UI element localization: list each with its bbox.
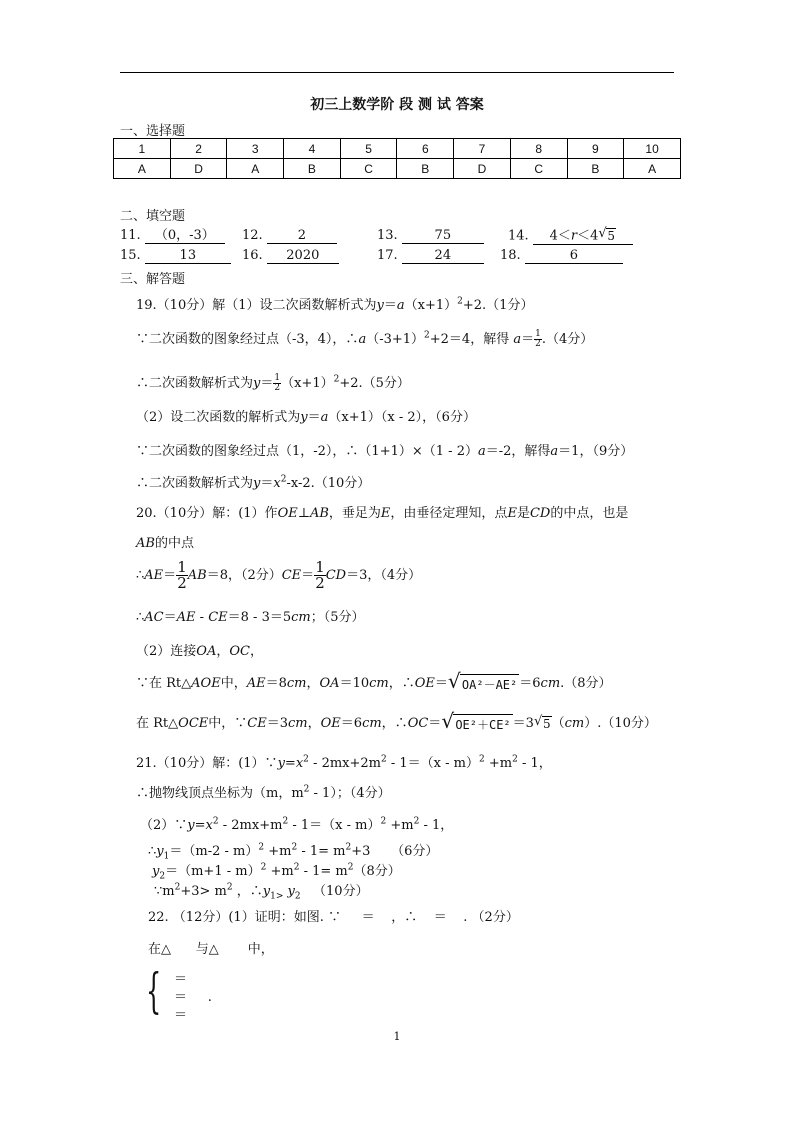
- table-cell: 9: [567, 139, 624, 159]
- table-cell: 3: [227, 139, 284, 159]
- table-cell: B: [567, 159, 624, 179]
- table-cell: A: [227, 159, 284, 179]
- q20-line-1: 20.（10分）解：(1）作OE⊥AB，垂足为E，由垂径定理知，点E是CD的中点，也是: [136, 506, 629, 521]
- table-cell: C: [510, 159, 567, 179]
- sqrt-symbol: √ OA²－AE²: [447, 669, 518, 693]
- table-cell: C: [340, 159, 397, 179]
- fill-number: 14.: [508, 228, 529, 244]
- q22-line-1: 22. （12分）(1）证明：如图. ∵ ＝ ，∴ ＝ . （2分）: [148, 910, 519, 925]
- section-fill-blank: 二、填空题: [120, 209, 186, 224]
- table-cell: A: [624, 159, 681, 179]
- table-cell: 5: [340, 139, 397, 159]
- fill-number: 12.: [242, 228, 263, 243]
- page-title: 初三上数学阶 段 测 试 答案: [310, 97, 484, 113]
- fraction: $\frac{1}{2}$: [177, 558, 187, 592]
- q20-line-5: （2）连接OA，OC，: [136, 644, 263, 659]
- q20-line-2: AB的中点: [136, 536, 194, 551]
- fill-number: 11.: [120, 228, 141, 243]
- table-row-numbers: [114, 139, 681, 159]
- table-cell: 4: [284, 139, 341, 159]
- q19-line-2: ∵二次函数的图象经过点（-3，4），$\therefore a(-3+1)^2+2=4$，解得 a＝ $\frac{1}{2}$ .（4分）: [136, 329, 594, 349]
- fill-answer: 2: [267, 228, 337, 244]
- table-cell: 6: [397, 139, 454, 159]
- fill-item-16: [242, 248, 339, 264]
- table-cell: 10: [624, 139, 681, 159]
- table-cell: 8: [510, 139, 567, 159]
- q22-eq-2: ＝ .: [174, 990, 212, 1005]
- q22-eq-3: ＝: [174, 1008, 188, 1023]
- fill-number: 15.: [120, 248, 141, 263]
- q19-line-6: ∴二次函数解析式为$y=x^2-x-2.(10$分）: [136, 474, 371, 491]
- page-number: 1: [393, 1030, 401, 1043]
- q20-line-7: 在 Rt△OCE中，∵CE＝3cm，OE＝6cm，∴OC＝ √ OE²＋CE² ＝3 √ 5（cm）.（10分）: [136, 709, 657, 733]
- q20-line-6: ∵在 Rt△AOE中，AE＝8cm，OA＝10cm，∴OE＝ √ OA²－AE² ＝6cm.（8分）: [136, 669, 612, 693]
- fill-item-15: [120, 248, 231, 264]
- fill-answer: 6: [525, 248, 623, 264]
- fill-answer: 75: [402, 228, 484, 244]
- q21-line-5: $y_2=(m+1 - m)^2 +m^2 - 1= m^2(8$分）: [152, 862, 401, 882]
- header-rule: [120, 72, 674, 73]
- sqrt-symbol: √ 5: [598, 226, 616, 243]
- fraction: $\frac{1}{2}$: [274, 373, 281, 393]
- fraction: $\frac{1}{2}$: [315, 558, 325, 592]
- q22-eq-1: ＝: [174, 972, 188, 987]
- table-cell: 1: [114, 139, 171, 159]
- section-solutions: 三、解答题: [120, 272, 186, 287]
- table-cell: B: [284, 159, 341, 179]
- sqrt-symbol: √ 5: [533, 713, 551, 731]
- q20-line-4: ∴AC＝AE - CE＝8 - 3＝5cm；（5分）: [136, 610, 365, 625]
- table-cell: B: [397, 159, 454, 179]
- fill-answer: 24: [402, 248, 484, 264]
- left-brace: {: [146, 963, 162, 1019]
- fraction: $\frac{1}{2}$: [535, 329, 541, 349]
- q19-line-5: ∵二次函数的图象经过点（1，-2），∴（1+1）×（1 - 2）a＝-2，解得a＝1，（9分）: [136, 444, 634, 459]
- fill-answer: 2020: [267, 248, 339, 264]
- fill-answer: 4＜r＜4 √ 5: [533, 228, 633, 245]
- q21-line-1: 21.（10分）解：$(1)\because y=x^2 - 2mx+2m^2 - 1=(x - m)^2 +m^2 - 1$，: [136, 754, 552, 771]
- q20-line-3: ∴AE＝ $\frac{1}{2}$ AB＝8，（2分）CE＝ $\frac{1}{2}$ CD＝3，（4分）: [136, 558, 422, 592]
- sqrt-symbol: √ OE²＋CE²: [441, 709, 511, 733]
- section-multiple-choice: 一、选择题: [120, 124, 186, 139]
- q19-line-1: 19.（10分）解（1）设二次函数解析式为$y=a(x+1)^2+2.(1$分）: [136, 296, 534, 313]
- table-cell: D: [170, 159, 227, 179]
- fill-number: 13.: [377, 228, 398, 243]
- table-row-answers: [114, 159, 681, 179]
- fill-answer: 13: [145, 248, 231, 264]
- table-cell: 7: [454, 139, 511, 159]
- table-cell: A: [114, 159, 171, 179]
- table-cell: 2: [170, 139, 227, 159]
- answer-table: [113, 138, 681, 179]
- q21-line-3: $(2)\because y=x^2 - 2mx+m^2 - 1=(x - m)^2 +m^2 - 1$，: [140, 816, 454, 833]
- q22-line-2: 在△ 与△ 中，: [148, 942, 274, 957]
- fill-item-12: [242, 228, 337, 244]
- table-cell: D: [454, 159, 511, 179]
- fill-number: 17.: [377, 248, 398, 263]
- q19-line-3: ∴二次函数解析式为y＝ $\frac{1}{2}$ $(x+1)^2+2.(5$分）: [136, 373, 410, 393]
- fill-item-14: [508, 228, 633, 245]
- fill-item-13: [377, 228, 484, 244]
- fill-number: 16.: [242, 248, 263, 263]
- q21-line-6: $\because m^2+3> m^2$ ，$\therefore y_{1>}$ $y_2$ （10分）: [154, 882, 369, 902]
- fill-number: 18.: [500, 248, 521, 263]
- fill-item-17: [377, 248, 484, 264]
- fill-answer: （0，-3）: [145, 228, 225, 244]
- q21-line-2: ∴抛物线顶点坐标为（m，$m^2 - 1$）；（4分）: [136, 784, 391, 801]
- q19-line-4: （2）设二次函数的解析式为y＝a（x+1）（x - 2），（6分）: [136, 410, 476, 425]
- q21-line-4: $\therefore y_1=(m-2 - m)^2 +m^2 - 1= m^2+3$ （6分）: [148, 842, 439, 862]
- fill-item-18: [500, 248, 623, 264]
- fill-item-11: [120, 228, 225, 244]
